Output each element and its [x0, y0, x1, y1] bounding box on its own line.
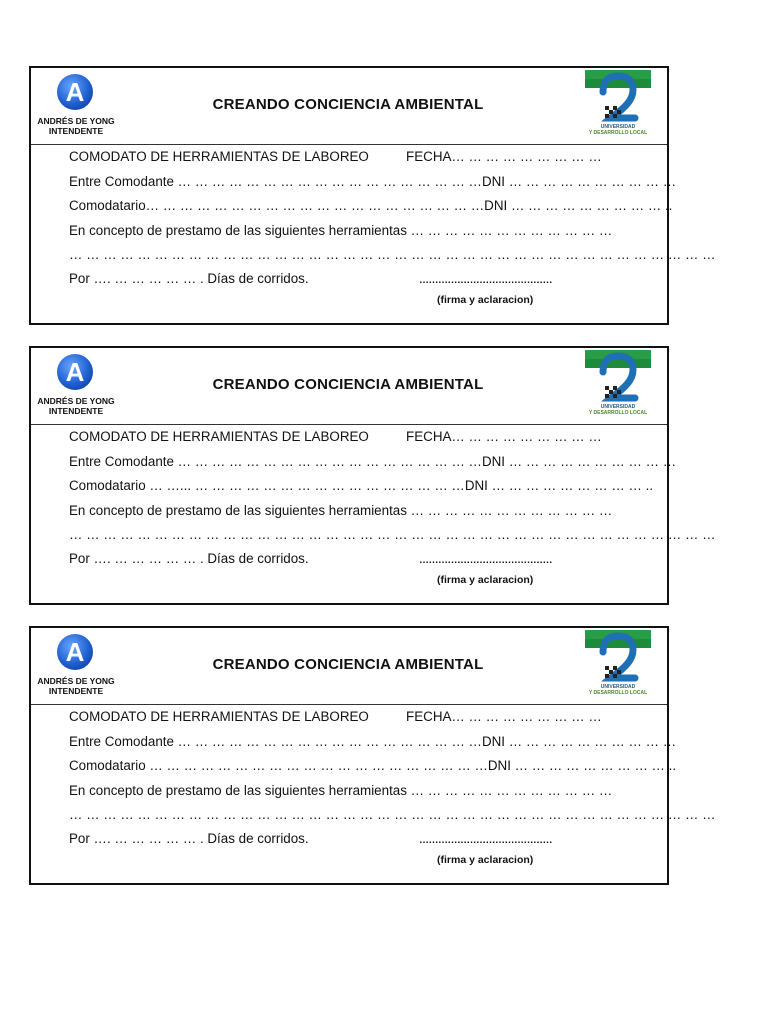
logo-role-line: INTENDENTE [48, 406, 104, 416]
form-title: CREANDO CONCIENCIA AMBIENTAL [212, 376, 484, 393]
form-line-dias: Por …. … … … … … . Días de corridos. [69, 271, 309, 286]
form-line-comodatario: Comodatario … …... … … … … … … … … … … … … … … … …DNI … … … … … … … … … .. [69, 478, 654, 493]
form-line-comodante: Entre Comodante … … … … … … … … … … … … … … … … … …DNI … … … … … … … … … … [69, 734, 677, 749]
comodato-form [29, 626, 716, 885]
form-line-dias: Por …. … … … … … . Días de corridos. [69, 831, 309, 846]
form-header [31, 348, 667, 425]
universidad-label: UNIVERSIDAD [600, 124, 636, 130]
form-line-continuation: … … … … … … … … … … … … … … … … … … … … … … … … … … … … … … … … … … … … … … [69, 527, 716, 542]
logo-name-line: ANDRÉS DE YONG [37, 396, 115, 406]
logo-a-icon: A [57, 354, 93, 390]
form-line-comodatario: Comodatario… … … … … … … … … … … … … … … … … … … …DNI … … … … … … … … … .. [69, 198, 673, 213]
universidad-sublabel: Y DESARROLLO LOCAL [588, 410, 648, 416]
universidad-emblem-icon [585, 70, 651, 124]
comodato-form [29, 66, 716, 325]
form-header [31, 628, 667, 705]
form-line-comodato: COMODATO DE HERRAMIENTAS DE LABOREO FECHA… … … … … … … … … [69, 429, 602, 444]
form-header [31, 68, 667, 145]
andres-de-yong-logo [31, 68, 121, 144]
signature-label: (firma y aclaracion) [437, 294, 534, 306]
form-title: CREANDO CONCIENCIA AMBIENTAL [212, 656, 484, 673]
form-title: CREANDO CONCIENCIA AMBIENTAL [212, 96, 484, 113]
universidad-sublabel: Y DESARROLLO LOCAL [588, 130, 648, 136]
form-line-comodante: Entre Comodante … … … … … … … … … … … … … … … … … …DNI … … … … … … … … … … [69, 174, 677, 189]
logo-role-line: INTENDENTE [48, 126, 104, 136]
andres-de-yong-logo [31, 628, 121, 704]
signature-line: …………………………………… [419, 555, 552, 566]
universidad-sublabel: Y DESARROLLO LOCAL [588, 690, 648, 696]
form-line-continuation: … … … … … … … … … … … … … … … … … … … … … … … … … … … … … … … … … … … … … … [69, 247, 716, 262]
universidad-emblem-icon [585, 630, 651, 684]
andres-de-yong-logo [31, 348, 121, 424]
signature-line: …………………………………… [419, 275, 552, 286]
logo-name-line: ANDRÉS DE YONG [37, 116, 115, 126]
form-line-continuation: … … … … … … … … … … … … … … … … … … … … … … … … … … … … … … … … … … … … … … [69, 807, 716, 822]
form-line-dias: Por …. … … … … … . Días de corridos. [69, 551, 309, 566]
form-line-concepto: En concepto de prestamo de las siguientes herramientas … … … … … … … … … … … … [69, 223, 613, 238]
universidad-label: UNIVERSIDAD [600, 404, 636, 410]
form-line-concepto: En concepto de prestamo de las siguientes herramientas … … … … … … … … … … … … [69, 503, 613, 518]
form-line-comodato: COMODATO DE HERRAMIENTAS DE LABOREO FECHA… … … … … … … … … [69, 709, 602, 724]
universidad-logo [575, 348, 661, 422]
universidad-label: UNIVERSIDAD [600, 684, 636, 690]
logo-a-icon: A [57, 74, 93, 110]
logo-name-line: ANDRÉS DE YONG [37, 676, 115, 686]
form-line-comodatario: Comodatario … … … … … … … … … … … … … … … … … … … …DNI … … … … … … … … … .. [69, 758, 677, 773]
universidad-logo [575, 628, 661, 702]
form-line-comodante: Entre Comodante … … … … … … … … … … … … … … … … … …DNI … … … … … … … … … … [69, 454, 677, 469]
form-line-comodato: COMODATO DE HERRAMIENTAS DE LABOREO FECHA… … … … … … … … … [69, 149, 602, 164]
logo-a-icon: A [57, 634, 93, 670]
form-line-concepto: En concepto de prestamo de las siguientes herramientas … … … … … … … … … … … … [69, 783, 613, 798]
universidad-emblem-icon [585, 350, 651, 404]
signature-line: …………………………………… [419, 835, 552, 846]
logo-role-line: INTENDENTE [48, 686, 104, 696]
universidad-logo [575, 68, 661, 142]
comodato-form [29, 346, 716, 605]
signature-label: (firma y aclaracion) [437, 574, 534, 586]
signature-label: (firma y aclaracion) [437, 854, 534, 866]
